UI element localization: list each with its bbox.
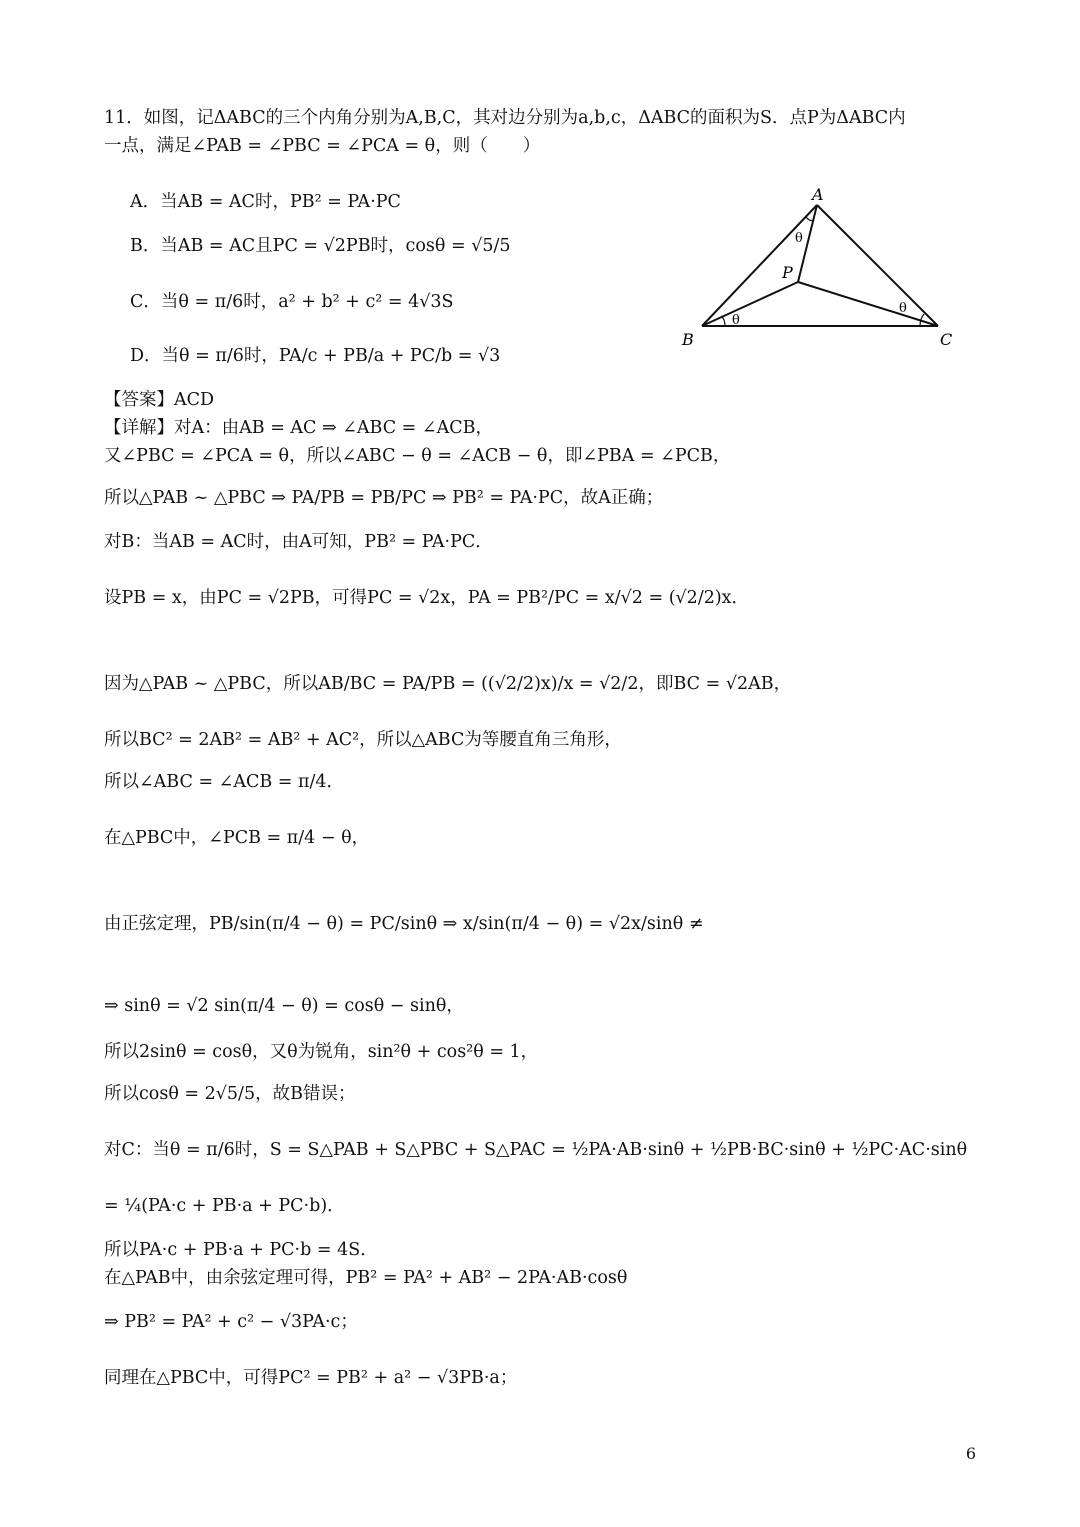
solution-line-2: 又∠PBC = ∠PCA = θ，所以∠ABC − θ = ∠ACB − θ，即∠PBA = ∠PCB， <box>104 446 731 466</box>
solution-line-4: 对B：当AB = AC时，由A可知，PB² = PA·PC． <box>104 532 493 552</box>
solution-line-9: 在△PBC中，∠PCB = π/4 − θ， <box>104 828 370 848</box>
option-c: C．当θ = π/6时，a² + b² + c² = 4√3S <box>130 292 454 312</box>
option-d: D．当θ = π/6时，PA/c + PB/a + PC/b = √3 <box>130 346 501 366</box>
theta-mark-a: θ <box>795 231 803 246</box>
triangle-figure <box>670 178 970 353</box>
solution-line-18: ⇒ PB² = PA² + c² − √3PA·c； <box>104 1312 358 1332</box>
solution-line-5: 设PB = x，由PC = √2PB，可得PC = √2x，PA = PB²/PC = x/√2 = (√2/2)x． <box>104 588 750 608</box>
question-line-2: 一点，满足∠PAB = ∠PBC = ∠PCA = θ，则（ ） <box>104 136 541 156</box>
solution-line-12: 所以2sinθ = cosθ，又θ为锐角，sin²θ + cos²θ = 1， <box>104 1042 539 1062</box>
solution-line-13: 所以cosθ = 2√5/5，故B错误； <box>104 1084 356 1104</box>
option-a: A．当AB = AC时，PB² = PA·PC <box>130 192 401 212</box>
solution-line-3: 所以△PAB ~ △PBC ⇒ PA/PB = PB/PC ⇒ PB² = PA·PC，故A正确； <box>104 488 664 508</box>
solution-line-14: 对C：当θ = π/6时，S = S△PAB + S△PBC + S△PAC = ½PA·AB·sinθ + ½PB·BC·sinθ + ½PC·AC·sinθ <box>104 1140 968 1160</box>
segment-pb <box>702 282 798 326</box>
solution-line-19: 同理在△PBC中，可得PC² = PB² + a² − √3PB·a； <box>104 1368 518 1388</box>
label-p: P <box>782 263 793 282</box>
solution-line-16: 所以PA·c + PB·a + PC·b = 4S． <box>104 1240 378 1260</box>
theta-mark-c: θ <box>899 301 907 316</box>
question-line-1: 11．如图，记ΔABC的三个内角分别为A,B,C，其对边分别为a,b,c，ΔABC的面积为S．点P为ΔABC内 <box>104 108 906 128</box>
answer-line: 【答案】ACD <box>104 390 215 410</box>
solution-line-1: 【详解】对A：由AB = AC ⇒ ∠ABC = ∠ACB， <box>104 418 493 438</box>
solution-line-7: 所以BC² = 2AB² = AB² + AC²，所以△ABC为等腰直角三角形， <box>104 730 622 750</box>
theta-mark-b: θ <box>732 313 740 328</box>
label-c: C <box>940 330 953 349</box>
solution-line-6: 因为△PAB ~ △PBC，所以AB/BC = PA/PB = ((√2/2)x)/x = √2/2，即BC = √2AB， <box>104 674 792 694</box>
option-b: B．当AB = AC且PC = √2PB时，cosθ = √5/5 <box>130 236 511 256</box>
solution-line-17: 在△PAB中，由余弦定理可得，PB² = PA² + AB² − 2PA·AB·cosθ <box>104 1268 628 1288</box>
edge-ab <box>702 205 817 326</box>
page-number: 6 <box>965 1444 976 1463</box>
label-b: B <box>682 330 694 349</box>
solution-line-8: 所以∠ABC = ∠ACB = π/4． <box>104 772 345 792</box>
solution-line-15: = ¼(PA·c + PB·a + PC·b)． <box>104 1196 345 1216</box>
solution-line-11: ⇒ sinθ = √2 sin(π/4 − θ) = cosθ − sinθ， <box>104 996 464 1016</box>
label-a: A <box>812 185 824 204</box>
solution-line-10: 由正弦定理，PB/sin(π/4 − θ) = PC/sinθ ⇒ x/sin(π/4 − θ) = √2x/sinθ ≠ <box>104 914 704 934</box>
